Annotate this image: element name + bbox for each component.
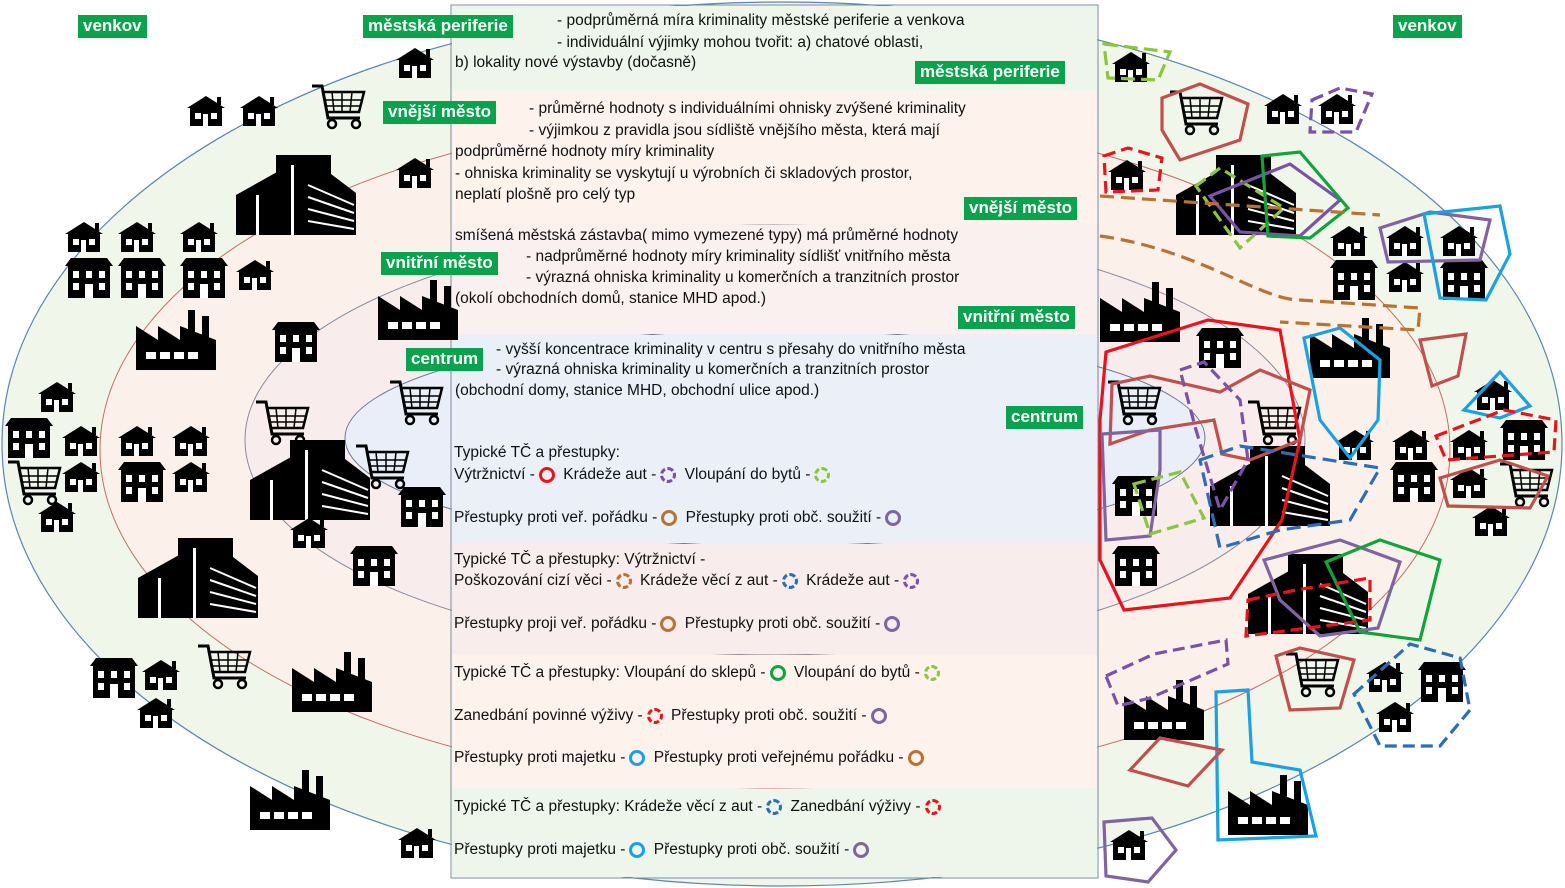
periferie-desc-1: - podprůměrná míra kriminality městské periferie a venkova: [557, 12, 965, 29]
legend-symbol-verejny-poradek: [661, 510, 677, 526]
legend-symbol-vloupani-byty: [924, 665, 940, 681]
zone-label-venkov-right: venkov: [1393, 15, 1462, 38]
legend-periferie-title: Typické TČ a přestupky: Krádeže věcí z aut -: [454, 798, 763, 815]
legend-item-verejny-poradek: Přestupky proti veř. pořádku -: [454, 509, 658, 526]
legend-symbol-kradeze-aut: [903, 573, 919, 589]
legend-vnejsi-row2: [454, 706, 891, 726]
legend-periferie-row2: [454, 840, 873, 860]
vnitrni-desc-3: - výrazná ohniska kriminality u komerčních a tranzitních prostor: [526, 269, 960, 286]
legend-item-obc-souziti: Přestupky proti obč. soužití -: [653, 841, 850, 858]
zone-label-vnejsi-right: vnější město: [964, 197, 1077, 220]
zone-label-venkov-left: venkov: [78, 15, 147, 38]
legend-item-majetek: Přestupky proti majetku -: [454, 841, 626, 858]
legend-symbol-vloupani-byty: [814, 467, 830, 483]
legend-item-kradeze-aut: Krádeže aut -: [563, 466, 657, 483]
vnejsi-desc-4: - ohniska kriminality se vyskytují u výrobních či skladových prostor,: [455, 165, 913, 182]
vnejsi-desc-2: - výjimkou z pravidla jsou sídliště vnějšího města, která mají: [529, 122, 940, 139]
zone-label-periferie-right: městská periferie: [915, 61, 1065, 84]
legend-symbol-zanedbani: [925, 799, 941, 815]
legend-item-vloupani-byty: Vloupání do bytů -: [793, 664, 920, 681]
legend-item-obc-souziti: Přestupky proti obč. soužití -: [671, 707, 867, 724]
legend-symbol-vytrznictvi: [539, 467, 555, 483]
legend-item-obc-souziti: Přestupky proti obč. soužití -: [685, 509, 882, 526]
legend-symbol-verejny-poradek: [660, 616, 676, 632]
legend-symbol-obc-souziti: [871, 708, 887, 724]
legend-item-kradeze-veci: Krádeže věcí z aut -: [639, 572, 778, 589]
vnitrni-desc-1: smíšená městská zástavba( mimo vymezené typy) má průměrné hodnoty: [455, 227, 959, 244]
legend-symbol-zanedbani: [647, 708, 663, 724]
legend-item-obc-souziti: Přestupky proti obč. soužití -: [684, 615, 881, 632]
legend-item-poskozovani: Poškozování cizí věci -: [454, 572, 612, 589]
legend-item-verejny-poradek: Přestupky proti veřejnému pořádku -: [653, 749, 904, 766]
zone-label-periferie: městská periferie: [363, 15, 513, 38]
legend-symbol-poskozovani: [616, 573, 632, 589]
legend-symbol-kradeze-aut: [660, 467, 676, 483]
centrum-desc-3: (obchodní domy, stanice MHD, obchodní ulice apod.): [455, 382, 820, 399]
legend-item-vloupani-byty: Vloupání do bytů -: [684, 466, 811, 483]
legend-item-majetek: Přestupky proti majetku -: [454, 749, 626, 766]
legend-vnejsi-title: Typické TČ a přestupky: Vloupání do sklepů -: [454, 664, 766, 681]
zone-label-vnitrni-right: vnitřní město: [958, 306, 1075, 329]
legend-symbol-kradeze-veci: [766, 799, 782, 815]
legend-vnejsi-row1: [454, 663, 944, 683]
vnejsi-desc-3: podprůměrné hodnoty míry kriminality: [455, 143, 715, 160]
legend-centrum-row2: [454, 508, 905, 528]
vnejsi-desc-5: neplatí plošně pro celý typ: [455, 186, 636, 203]
legend-vnitrni-row1: [454, 571, 923, 591]
legend-item-vytrznictvi: Výtržnictví -: [454, 466, 535, 483]
legend-symbol-obc-souziti: [884, 616, 900, 632]
periferie-desc-2: - individuální výjimky mohou tvořit: a) chatové oblasti,: [557, 34, 924, 51]
zone-label-centrum: centrum: [406, 348, 483, 371]
legend-item-verejny-poradek: Přestupky proji veř. pořádku -: [454, 615, 657, 632]
centrum-desc-1: - vyšší koncentrace kriminality v centru s přesahy do vnitřního města: [496, 341, 966, 358]
vnejsi-desc-1: - průměrné hodnoty s individuálními ohnisky zvýšené kriminality: [529, 100, 966, 117]
legend-centrum-row1: [454, 465, 834, 485]
legend-symbol-obc-souziti: [885, 510, 901, 526]
legend-item-kradeze-aut: Krádeže aut -: [806, 572, 900, 589]
legend-symbol-kradeze-veci: [782, 573, 798, 589]
legend-vnejsi-row3: [454, 748, 928, 768]
legend-vnitrni-title: Typické TČ a přestupky: Výtržnictví -: [454, 551, 706, 568]
zone-label-centrum-right: centrum: [1006, 406, 1083, 429]
vnitrni-desc-4: (okolí obchodních domů, stanice MHD apod.): [455, 290, 767, 307]
legend-item-zanedbani: Zanedbání výživy -: [790, 798, 921, 815]
legend-item-zanedbani-povinne: Zanedbání povinné výživy -: [454, 707, 643, 724]
legend-symbol-majetek: [629, 750, 645, 766]
legend-symbol-verejny-poradek: [908, 750, 924, 766]
periferie-desc-3: b) lokality nové výstavby (dočasně): [455, 54, 697, 71]
zone-label-vnejsi: vnější město: [383, 101, 496, 124]
zone-label-vnitrni: vnitřní město: [381, 252, 498, 275]
legend-periferie-row1: [454, 797, 945, 817]
centrum-desc-2: - výrazná ohniska kriminality u komerčních a tranzitních prostor: [496, 361, 930, 378]
vnitrni-desc-2: - nadprůměrné hodnoty míry kriminality sídlišť vnitřního města: [526, 248, 951, 265]
legend-symbol-obc-souziti: [853, 842, 869, 858]
legend-centrum-title: Typické TČ a přestupky:: [454, 444, 620, 461]
legend-vnitrni-row2: [454, 614, 904, 634]
legend-symbol-majetek: [629, 842, 645, 858]
legend-symbol-vloupani-sklepy: [770, 665, 786, 681]
